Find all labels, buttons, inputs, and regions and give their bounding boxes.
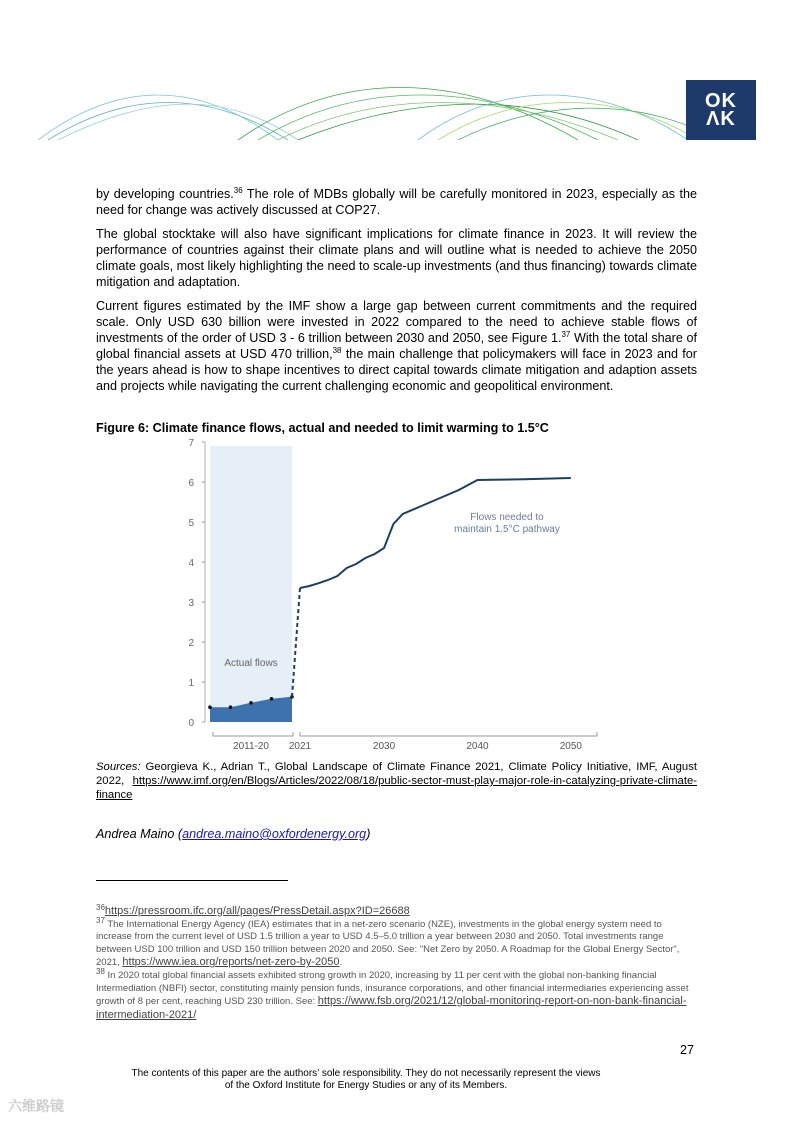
x-tick-label: 2021 — [288, 741, 312, 752]
actual-period-band — [210, 446, 292, 722]
y-tick-label: 7 — [188, 438, 194, 449]
disclaimer-line: The contents of this paper are the authors’ sole responsibility. They do not necessarily represent the views — [131, 1068, 601, 1079]
y-tick-label: 3 — [188, 598, 194, 609]
watermark: 六维路镜 — [8, 1098, 64, 1114]
footnote-number: 36 — [96, 902, 105, 912]
x-tick-label: 2040 — [466, 741, 489, 752]
disclaimer-line: of the Oxford Institute for Energy Studies or any of its Members. — [224, 1080, 508, 1091]
footnote-ref[interactable]: 38 — [332, 345, 342, 355]
footnote-text: In 2020 total global financial assets exhibited strong growth in 2020, increasing by 11 per cent with the global non-banking financial Intermediation (NBFI) sector, constituting mainly pension funds, insurance corporations, and other financial intermediaries experiencing asset growth of 8 per cent, reaching USD 230 trillion. See: — [96, 969, 689, 1008]
header-banner-wave — [38, 80, 756, 140]
actual-flows-label: Actual flows — [224, 658, 278, 669]
x-bracket-actual — [213, 732, 293, 736]
author-email-link[interactable]: andrea.maino@oxfordenergy.org — [182, 827, 367, 841]
footnotes — [96, 902, 697, 1022]
paragraph-3 — [96, 298, 697, 394]
footnote-divider — [96, 880, 288, 881]
climate-finance-chart — [180, 436, 610, 761]
y-tick-label: 2 — [188, 638, 194, 649]
oies-logo: ΟΚ ΛΚ — [686, 80, 756, 140]
footnote-link[interactable]: https://www.iea.org/reports/net-zero-by-2050 — [122, 956, 340, 969]
figure-sources — [96, 760, 697, 802]
footnote-text: The International Energy Agency (IEA) estimates that in a net-zero scenario (NZE), investments in the global energy system need to increase from the current level of USD 1.5 trillion a year to USD 4.5–5.0 trillion a year between 2030 and 2050. Total investments range between USD 100 trillion and USD 150 trillion between 2020 and 2050. See: "Net Zero by 2050. A Roadmap for the Global Energy Sector", 2021, — [96, 918, 680, 969]
text: by developing countries. — [96, 187, 234, 201]
y-tick-label: 6 — [188, 478, 194, 489]
figure-title: Figure 6: Climate finance flows, actual and needed to limit warming to 1.5°C — [96, 421, 549, 435]
footnote-36 — [96, 902, 697, 919]
text: the main challenge that policymakers will face in 2023 and for the years ahead is how to shape incentives to direct capital towards climate mitigation and adaption assets and projects while navigating the current challenging economic and geopolitical environment. — [96, 347, 697, 393]
x-tick-label: 2030 — [372, 741, 396, 752]
actual-flow-point — [270, 697, 274, 701]
author-name: Andrea Maino ( — [96, 827, 183, 841]
text: With the total share of global financial assets at USD 470 trillion, — [96, 331, 698, 361]
footnote-link[interactable]: https://www.fsb.org/2021/12/global-monitoring-report-on-non-bank-financial-intermediation-2021/ — [96, 995, 687, 1021]
y-tick-label: 4 — [188, 558, 194, 569]
y-tick-label: 5 — [188, 518, 194, 529]
paragraph-2: The global stocktake will also have significant implications for climate finance in 2023. It will review the performance of countries against their climate plans and will outline what is needed to achieve the 2050 climate goals, most likely highlighting the need to scale-up investments (and thus financing) towards climate mitigation and adaptation. — [96, 227, 697, 289]
sources-text: Georgieva K., Adrian T., Global Landscape of Climate Finance 2021, Climate Policy Initiative, IMF, August 2022, — [96, 761, 697, 787]
transition-dashed-line — [292, 588, 300, 697]
footnote-link[interactable]: https://pressroom.ifc.org/all/pages/PressDetail.aspx?ID=26688 — [104, 905, 410, 917]
x-tick-label: 2050 — [559, 741, 582, 752]
text: Current figures estimated by the IMF show a large gap between current commitments and the required scale. Only USD 630 billion were invested in 2022 compared to the need to achieve stable flows of investments of the order of USD 3 - 6 trillion between 2030 and 2050, see Figure 1. — [96, 299, 697, 345]
footnote-number: 38 — [96, 966, 105, 976]
author-line — [96, 827, 370, 841]
y-tick-label: 0 — [188, 718, 194, 729]
disclaimer — [96, 1068, 636, 1092]
y-tick-label: 1 — [188, 678, 194, 689]
body-text — [96, 186, 697, 402]
footnote-38 — [96, 966, 697, 1022]
text: The role of MDBs globally will be carefully monitored in 2023, especially as the need for change was actively discussed at COP27. — [96, 187, 697, 217]
x-bracket-needed — [300, 732, 597, 736]
actual-flow-point — [229, 705, 233, 709]
paragraph-1 — [96, 186, 697, 218]
footnote-ref[interactable]: 36 — [233, 185, 243, 195]
actual-flow-point — [249, 701, 253, 705]
needed-flows-label: maintain 1.5°C pathway — [454, 524, 560, 535]
footnote-ref[interactable]: 37 — [561, 329, 571, 339]
sources-link[interactable]: https://www.imf.org/en/Blogs/Articles/2022/08/18/public-sector-must-play-major-role-in-catalyzing-private-climate-finance — [96, 775, 697, 801]
sources-label: Sources: — [96, 761, 141, 773]
x-tick-label: 2011-20 — [233, 741, 269, 752]
footnote-37: $^{37}$ The International Energy Agency (IEA) estimates that in a net-zero scenario (NZE), investments in the global energy system need to increase from the current level of USD 1.5 trillion a year to USD 4.5–5.0 trillion a year between 2030 and 2050. Total investments range between USD 100 trillion and USD 150 trillion between 2020 and 2050. See: "Net Zero by 2050. A Roadmap for the Global Energy Sector", 2021, https://www.iea.org/reports/net-zero-by-2050. — [96, 915, 680, 969]
text: ) — [366, 827, 371, 841]
actual-flow-point — [208, 705, 212, 709]
needed-flows-label: Flows needed to — [470, 512, 544, 523]
footnote-number: 37 — [96, 915, 105, 925]
page-number: 27 — [680, 1043, 695, 1057]
